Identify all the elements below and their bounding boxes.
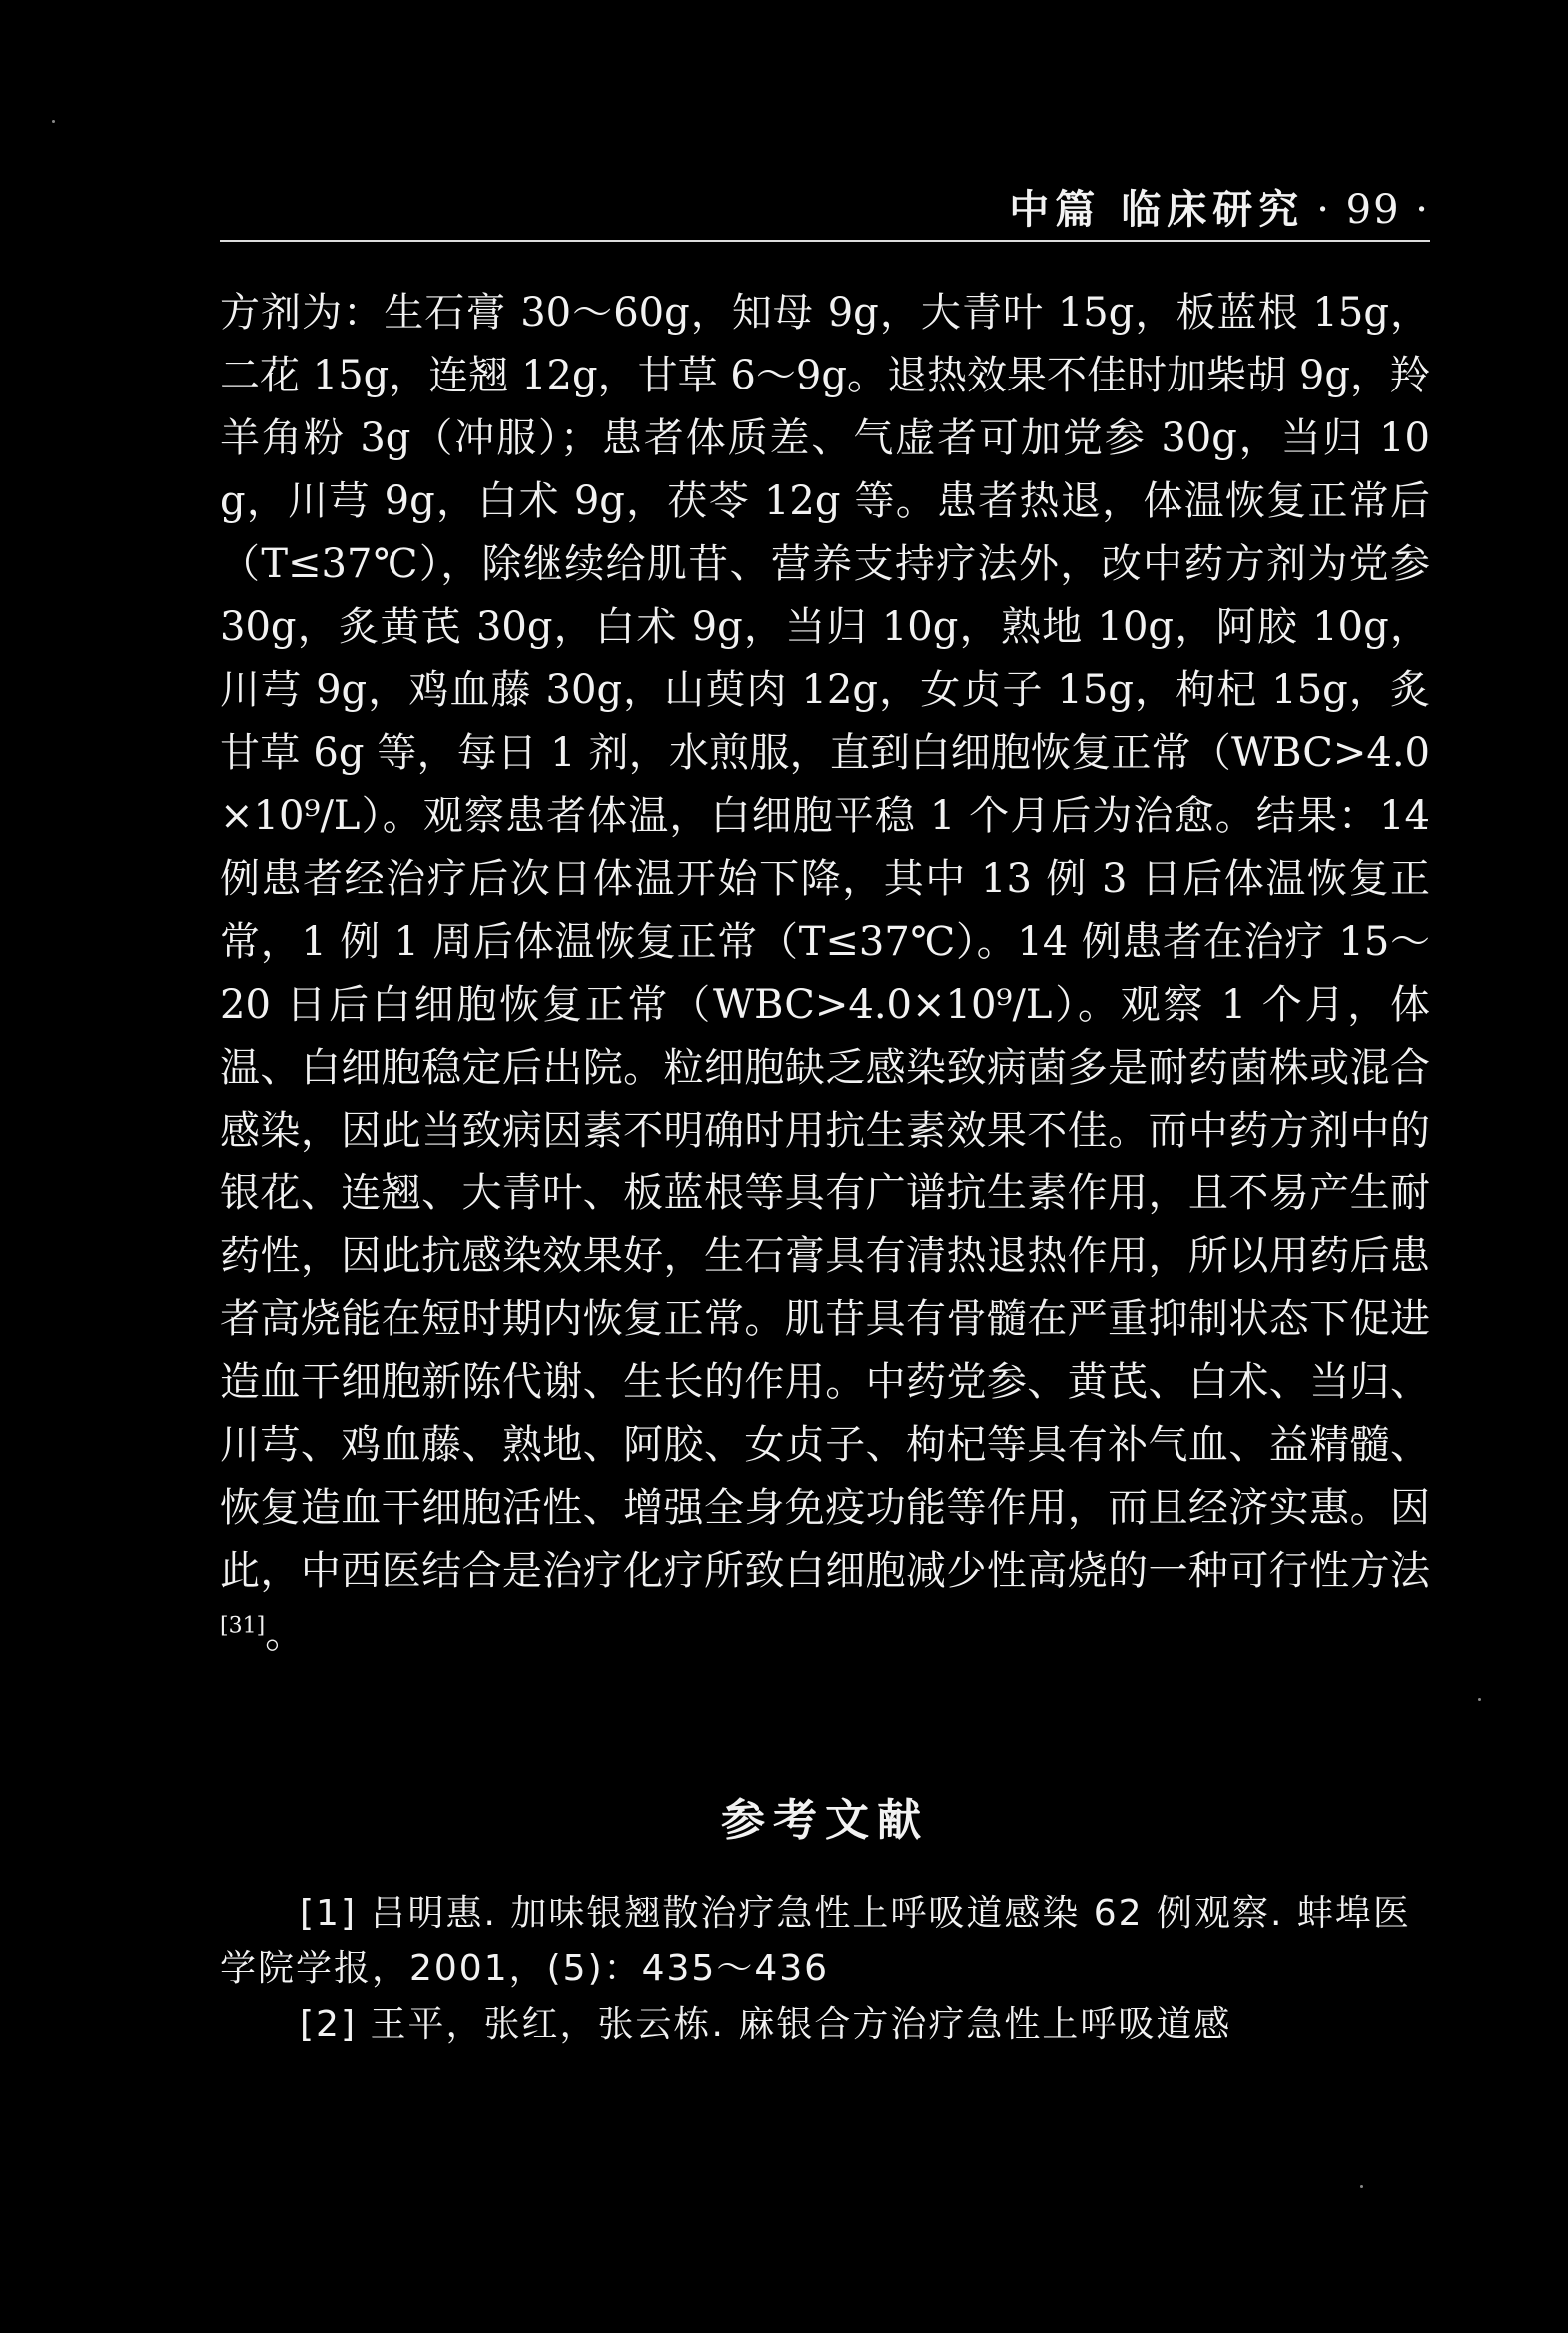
scan-speck	[1360, 2185, 1363, 2188]
references-list	[220, 1886, 1430, 2053]
header-rule	[220, 240, 1430, 242]
scan-speck	[1478, 1698, 1481, 1701]
paragraph-ending: 。	[265, 1611, 306, 1657]
body-paragraph	[220, 282, 1430, 1666]
running-header	[220, 178, 1430, 238]
page-number: · 99 ·	[1316, 187, 1430, 233]
reference-item: [1] 吕明惠. 加味银翘散治疗急性上呼吸道感染 62 例观察. 蚌埠医学院学报，2001，(5)：435～436	[220, 1893, 1411, 1989]
section-title: 中篇 临床研究	[1009, 186, 1305, 233]
paragraph-text: 方剂为：生石膏 30～60g，知母 9g，大青叶 15g，板蓝根 15g，二花 15g，连翘 12g，甘草 6～9g。退热效果不佳时加柴胡 9g，羚羊角粉 3g（冲服）；患者体质差、气虚者可加党参 30g，当归 10g，川芎 9g，白术 9g，茯苓 12g 等。患者热退，体温恢复正常后（T≤37℃），除继续给肌苷、营养支持疗法外，改中药方剂为党参 30g，炙黄芪 30g，白术 9g，当归 10g，熟地 10g，阿胶 10g，川芎 9g，鸡血藤 30g，山萸肉 12g，女贞子 15g，枸杞 15g，炙甘草 6g 等，每日 1 剂，水煎服，直到白细胞恢复正常（WBC>4.0×10⁹/L）。观察患者体温，白细胞平稳 1 个月后为治愈。结果：14 例患者经治疗后次日体温开始下降，其中 13 例 3 日后体温恢复正常，1 例 1 周后体温恢复正常（T≤37℃）。14 例患者在治疗 15～20 日后白细胞恢复正常（WBC>4.0×10⁹/L）。观察 1 个月，体温、白细胞稳定后出院。粒细胞缺乏感染致病菌多是耐药菌株或混合感染，因此当致病因素不明确时用抗生素效果不佳。而中药方剂中的银花、连翘、大青叶、板蓝根等具有广谱抗生素作用，且不易产生耐药性，因此抗感染效果好，生石膏具有清热退热作用，所以用药后患者高烧能在短时期内恢复正常。肌苷具有骨髓在严重抑制状态下促进造血干细胞新陈代谢、生长的作用。中药党参、黄芪、白术、当归、川芎、鸡血藤、熟地、阿胶、女贞子、枸杞等具有补气血、益精髓、恢复造血干细胞活性、增强全身免疫功能等作用，而且经济实惠。因此，中西医结合是治疗化疗所致白细胞减少性高烧的一种可行性方法	[220, 290, 1430, 1594]
references-heading: 参考文献	[721, 1795, 929, 1846]
scan-speck	[52, 120, 55, 123]
citation-marker: [31]	[220, 1613, 266, 1639]
reference-item: [2] 王平，张红，张云栋. 麻银合方治疗急性上呼吸道感	[300, 2004, 1232, 2045]
